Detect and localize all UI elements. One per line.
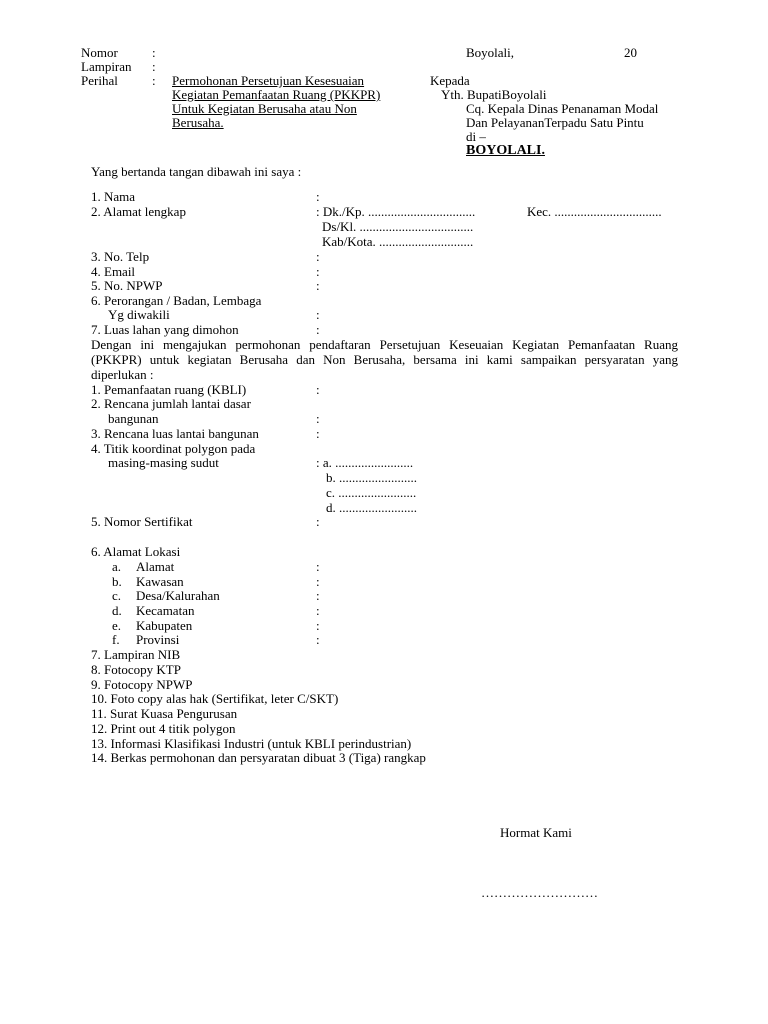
field-perorangan: 6. Perorangan / Badan, Lembaga [91, 293, 262, 308]
colon: : [316, 559, 320, 574]
intro-text: Yang bertanda tangan dibawah ini saya : [91, 164, 302, 179]
colon: : [316, 632, 320, 647]
field-ds: Ds/Kl. ................................... [322, 219, 474, 234]
paragraph-line: (PKKPR) untuk kegiatan Berusaha dan Non Berusaha, bersama ini kami sampaikan persyaratan yang [91, 352, 678, 367]
req-print-polygon: 12. Print out 4 titik polygon [91, 721, 236, 736]
sub-desa: Desa/Kalurahan [136, 588, 220, 603]
year: 20 [624, 45, 637, 60]
field-yg-diwakili: Yg diwakili [108, 307, 170, 322]
sub-alamat: Alamat [136, 559, 175, 574]
field-nama: 1. Nama [91, 189, 136, 204]
colon: : [316, 603, 320, 618]
field-kec: Kec. ................................. [527, 204, 662, 219]
colon: : [316, 264, 320, 279]
polygon-c: c. ........................ [326, 485, 417, 500]
sub-letter: b. [112, 574, 122, 589]
req-berkas-rangkap: 14. Berkas permohonan dan persyaratan dibuat 3 (Tiga) rangkap [91, 750, 426, 765]
colon: : [316, 514, 320, 529]
colon: : [316, 322, 320, 337]
signature-line: ……………………… [481, 885, 598, 900]
sub-letter: c. [112, 588, 122, 603]
recipient-line: Dan PelayananTerpadu Satu Pintu [466, 115, 644, 130]
req-alamat-lokasi: 6. Alamat Lokasi [91, 544, 181, 559]
field-npwp: 5. No. NPWP [91, 278, 163, 293]
sub-letter: e. [112, 618, 122, 633]
req-nomor-sertifikat: 5. Nomor Sertifikat [91, 514, 193, 529]
colon: : [316, 426, 320, 441]
colon: : [316, 278, 320, 293]
req-fotocopy-ktp: 8. Fotocopy KTP [91, 662, 181, 677]
recipient-city: BOYOLALI. [466, 143, 545, 158]
kepada-label: Kepada [430, 73, 470, 88]
field-luas: 7. Luas lahan yang dimohon [91, 322, 239, 337]
req-lantai-dasar: 2. Rencana jumlah lantai dasar [91, 396, 251, 411]
recipient-line: di – [466, 129, 486, 144]
request-paragraph [91, 337, 678, 382]
sub-kecamatan: Kecamatan [136, 603, 195, 618]
colon: : [316, 574, 320, 589]
req-fotocopy-npwp: 9. Fotocopy NPWP [91, 677, 193, 692]
req-lampiran-nib: 7. Lampiran NIB [91, 647, 181, 662]
polygon-a: : a. ........................ [316, 455, 414, 470]
perihal-label: Perihal [81, 73, 118, 88]
lampiran-label: Lampiran [81, 59, 132, 74]
lampiran-colon: : [152, 59, 156, 74]
req-surat-kuasa: 11. Surat Kuasa Pengurusan [91, 706, 238, 721]
colon: : [316, 588, 320, 603]
field-alamat: 2. Alamat lengkap [91, 204, 186, 219]
perihal-line: Berusaha. [172, 115, 224, 130]
closing-salutation: Hormat Kami [500, 825, 572, 840]
nomor-colon: : [152, 45, 156, 60]
req-luas-lantai: 3. Rencana luas lantai bangunan [91, 426, 259, 441]
perihal-line: Kegiatan Pemanfaatan Ruang (PKKPR) [172, 87, 381, 102]
recipient-line: Yth. BupatiBoyolali [441, 87, 547, 102]
perihal-line: Permohonan Persetujuan Kesesuaian [172, 73, 365, 88]
polygon-d: d. ........................ [326, 500, 417, 515]
colon: : [316, 411, 320, 426]
sub-letter: a. [112, 559, 122, 574]
req-klasifikasi-industri: 13. Informasi Klasifikasi Industri (untuk KBLI perindustrian) [91, 736, 412, 751]
colon: : [316, 618, 320, 633]
recipient-line: Cq. Kepala Dinas Penanaman Modal [466, 101, 659, 116]
sub-provinsi: Provinsi [136, 632, 180, 647]
colon: : [316, 382, 320, 397]
colon: : [316, 307, 320, 322]
sub-letter: f. [112, 632, 120, 647]
req-titik-koordinat: 4. Titik koordinat polygon pada [91, 441, 256, 456]
req-lantai-dasar-cont: bangunan [108, 411, 159, 426]
polygon-b: b. ........................ [326, 470, 417, 485]
req-kbli: 1. Pemanfaatan ruang (KBLI) [91, 382, 247, 397]
field-dk: : Dk./Kp. ................................. [316, 204, 476, 219]
colon: : [316, 249, 320, 264]
perihal-colon: : [152, 73, 156, 88]
req-titik-koordinat-cont: masing-masing sudut [108, 455, 219, 470]
perihal-line: Untuk Kegiatan Berusaha atau Non [172, 101, 357, 116]
sub-kawasan: Kawasan [136, 574, 184, 589]
nomor-label: Nomor [81, 45, 118, 60]
paragraph-line: diperlukan : [91, 367, 154, 382]
colon: : [316, 189, 320, 204]
req-alas-hak: 10. Foto copy alas hak (Sertifikat, leter C/SKT) [91, 691, 339, 706]
sub-kabupaten: Kabupaten [136, 618, 193, 633]
field-telp: 3. No. Telp [91, 249, 150, 264]
sub-letter: d. [112, 603, 122, 618]
field-email: 4. Email [91, 264, 136, 279]
field-kab: Kab/Kota. ............................. [322, 234, 474, 249]
place-date: Boyolali, [466, 45, 515, 60]
paragraph-line: Dengan ini mengajukan permohonan pendaftaran Persetujuan Keseuaian Kegiatan Pemanfaatan Ruang [91, 337, 678, 352]
